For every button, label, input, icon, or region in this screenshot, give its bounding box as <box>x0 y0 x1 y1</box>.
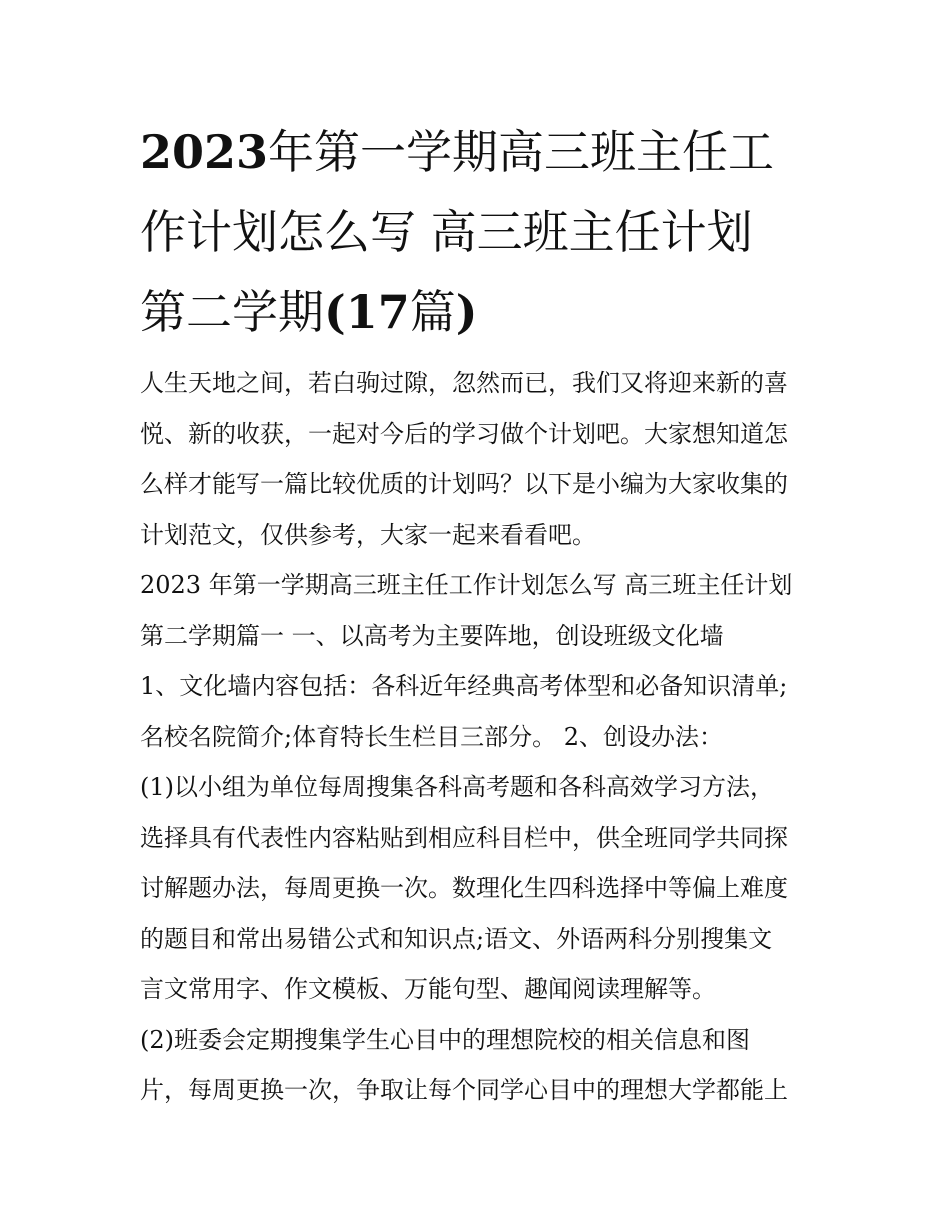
title-text-1: 年第一学期高三班主任工 <box>268 125 775 179</box>
title-count-unit: 篇 <box>409 285 456 339</box>
title-count-open: (17 <box>324 285 410 339</box>
body-line: 言文常用字、作文模板、万能句型、趣闻阅读理解等。 <box>140 975 716 1003</box>
body-line: 的题目和常出易错公式和知识点;语文、外语两科分别搜集文 <box>140 924 773 953</box>
body-line: 2023 年第一学期高三班主任工作计划怎么写 高三班主任计划 <box>140 571 793 599</box>
body-line: 片，每周更换一次，争取让每个同学心目中的理想大学都能上 <box>140 1076 788 1104</box>
body-line: 么样才能写一篇比较优质的计划吗？以下是小编为大家收集的 <box>140 470 788 498</box>
document-page <box>140 112 816 1116</box>
title-text-3: 第二学期 <box>140 285 324 339</box>
title-count-close: ) <box>455 285 478 339</box>
document-body <box>140 358 816 1116</box>
title-year: 2023 <box>140 125 269 179</box>
title-line-3 <box>140 272 816 352</box>
document-title <box>140 112 816 352</box>
title-text-2: 作计划怎么写 高三班主任计划 <box>140 205 753 259</box>
body-line: 1、文化墙内容包括：各科近年经典高考体型和必备知识清单; <box>140 672 788 700</box>
body-line: (1)以小组为单位每周搜集各科高考题和各科高效学习方法， <box>140 773 774 801</box>
title-line-2 <box>140 192 816 272</box>
body-line: 悦、新的收获，一起对今后的学习做个计划吧。大家想知道怎 <box>140 419 788 448</box>
body-line: 名校名院简介;体育特长生栏目三部分。 2、创设办法： <box>140 722 723 751</box>
body-line: 计划范文，仅供参考，大家一起来看看吧。 <box>140 520 596 549</box>
body-line: (2)班委会定期搜集学生心目中的理想院校的相关信息和图 <box>140 1025 750 1054</box>
body-line: 人生天地之间，若白驹过隙，忽然而已，我们又将迎来新的喜 <box>140 369 788 397</box>
body-line: 选择具有代表性内容粘贴到相应科目栏中，供全班同学共同探 <box>140 823 788 852</box>
title-line-1 <box>140 112 816 192</box>
body-line: 第二学期篇一 一、以高考为主要阵地，创设班级文化墙 <box>140 621 724 650</box>
body-line: 讨解题办法，每周更换一次。数理化生四科选择中等偏上难度 <box>140 874 788 902</box>
